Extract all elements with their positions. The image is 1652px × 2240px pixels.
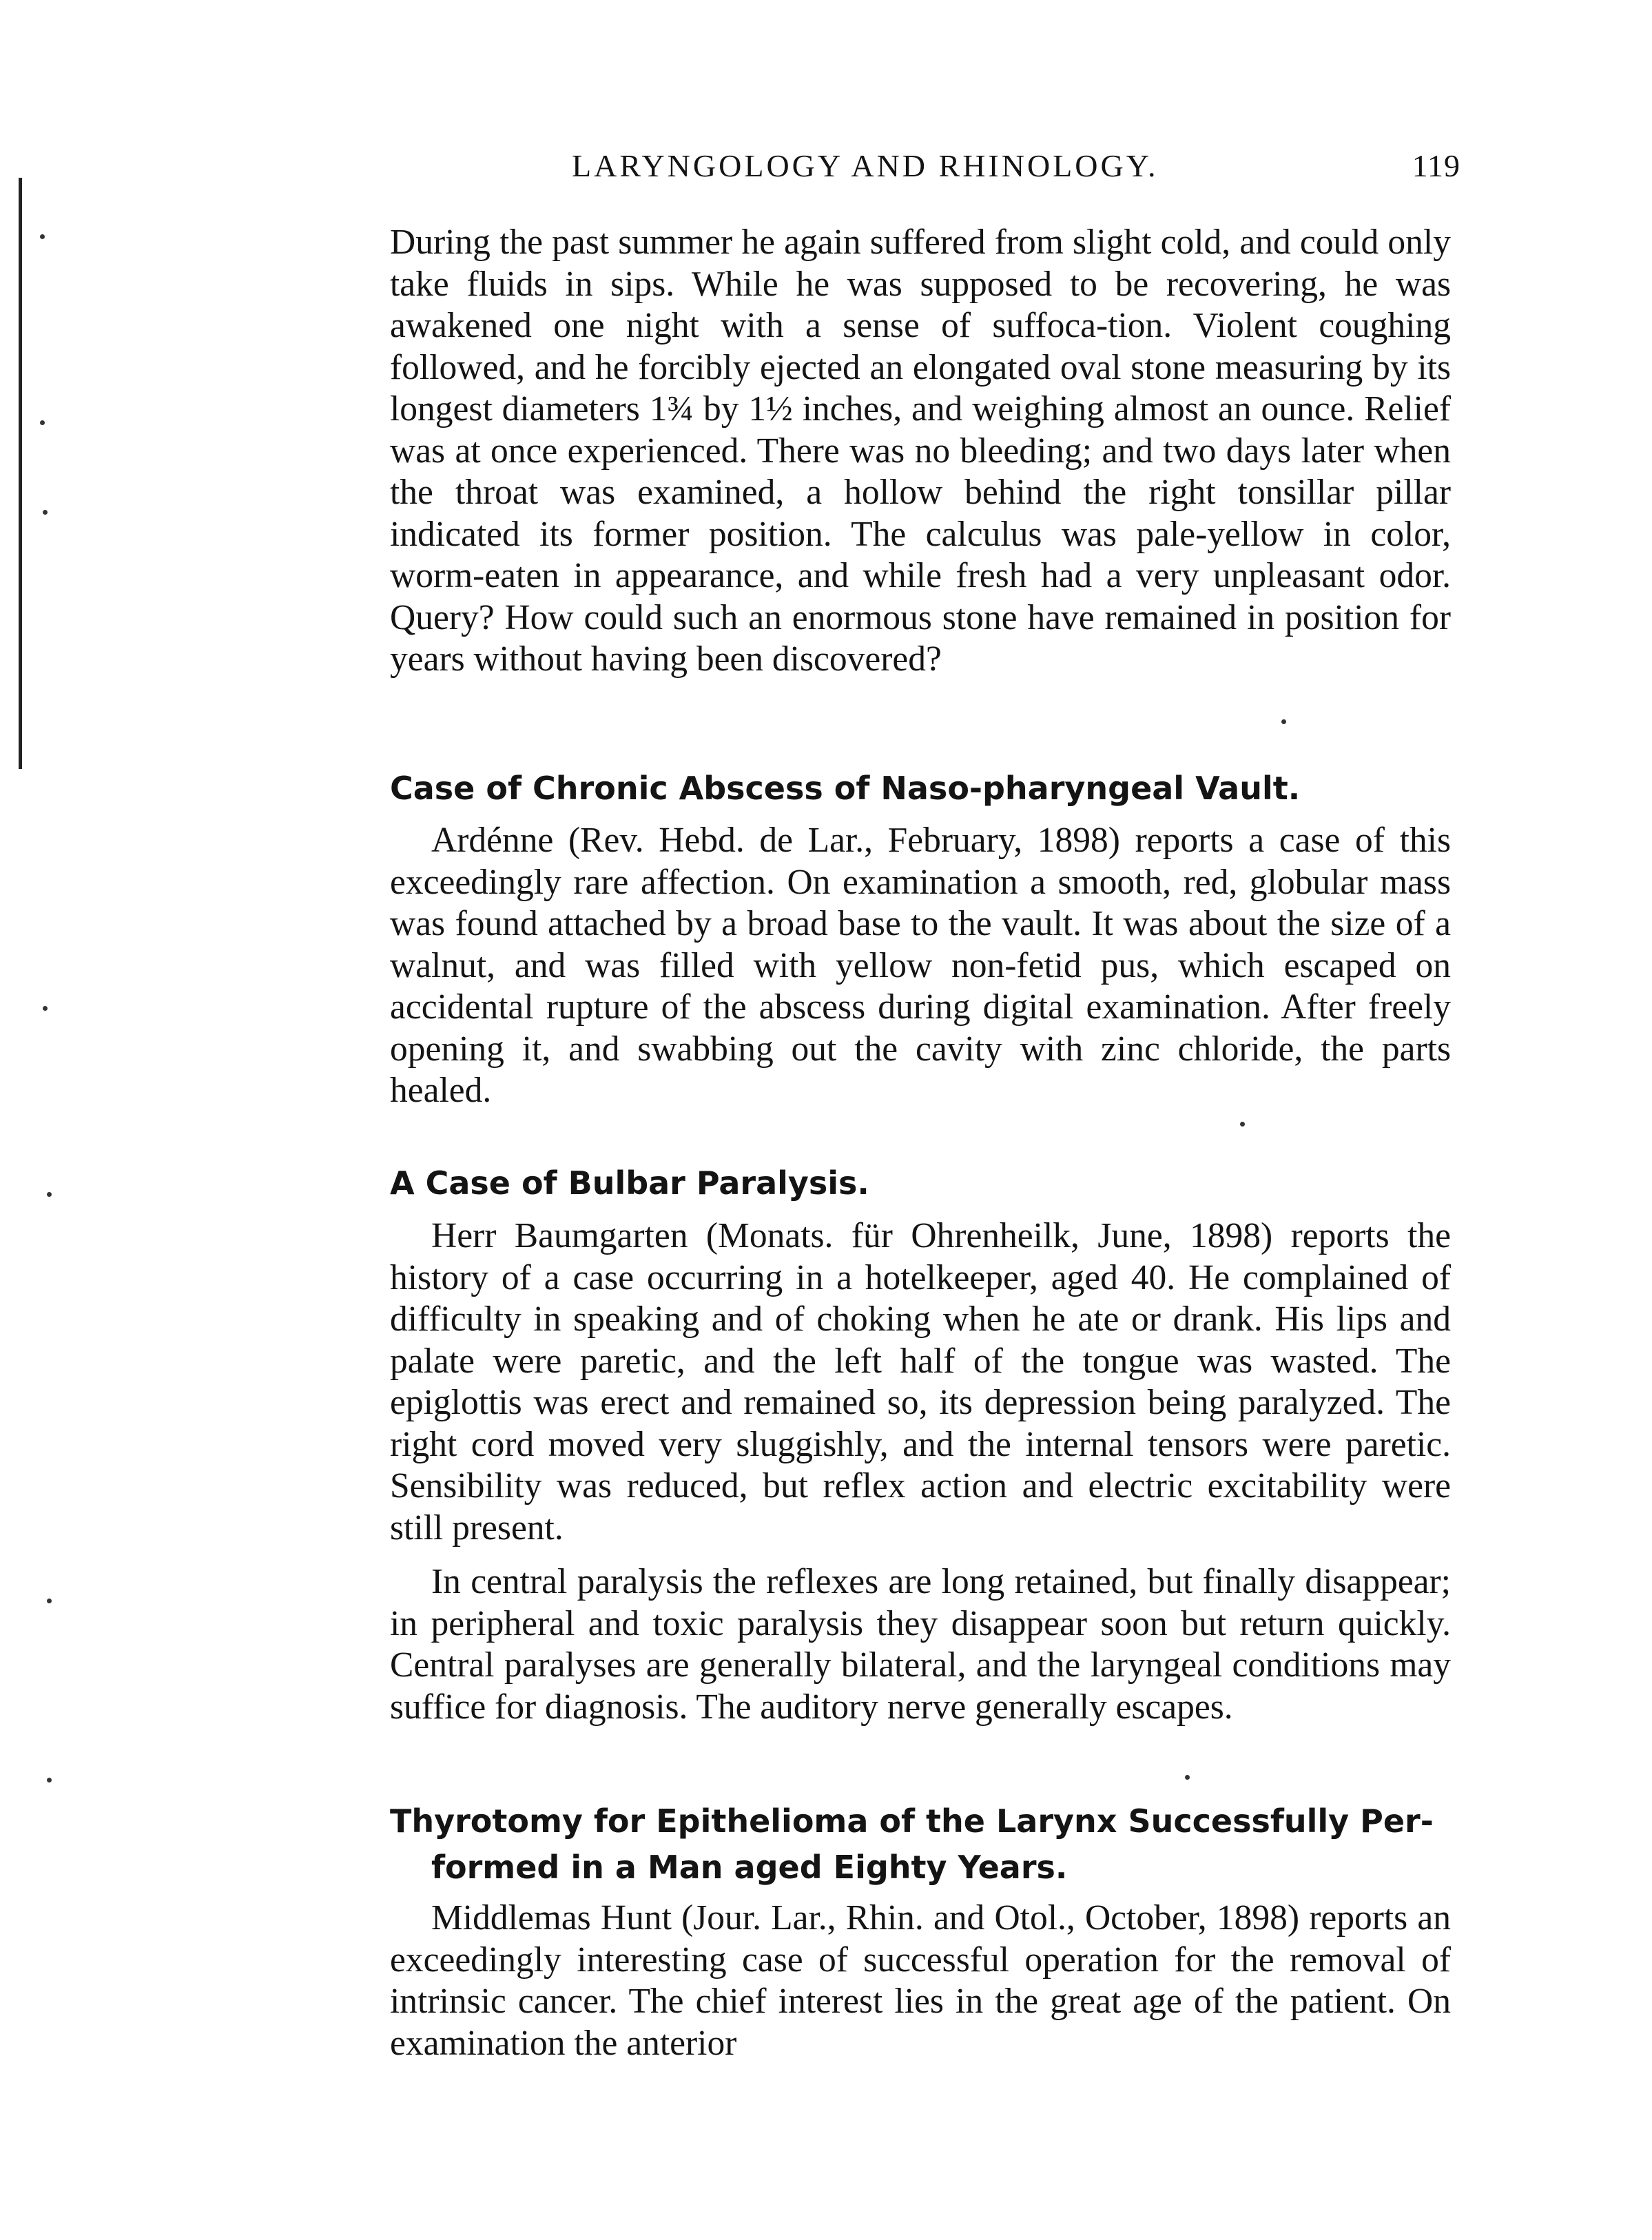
- section-heading: A Case of Bulbar Paralysis.: [390, 1164, 869, 1202]
- paragraph: Herr Baumgarten (Monats. für Ohrenheilk, June, 1898) reports the history of a case occurring in a hotelkeeper, aged 40. He complained of difficulty in speaking and of choking when he ate or drank. His lips and palate were paretic, and the left half of the tongue was wasted. The epiglottis was erect and remained so, its depression being paralyzed. The right cord moved very sluggishly, and the internal tensors were paretic. Sensibility was reduced, but reflex action and electric excitability were still present.: [390, 1216, 1451, 1548]
- scan-speck: [40, 420, 45, 425]
- paragraph: Ardénne (Rev. Hebd. de Lar., February, 1898) reports a case of this exceedingly rare affection. On examination a smooth, red, globular mass was found attached by a broad base to the vault. It was about the size of a walnut, and was filled with yellow non-fetid pus, which escaped on accidental rupture of the abscess during digital examination. After freely opening it, and swabbing out the cavity with zinc chloride, the parts healed.: [390, 821, 1451, 1110]
- scan-speck: [47, 1778, 52, 1782]
- scan-speck: [40, 234, 45, 239]
- page-binding-edge: [19, 178, 22, 769]
- heading-line-continued: formed in a Man aged Eighty Years.: [431, 1849, 1068, 1886]
- scan-speck: [1281, 719, 1286, 724]
- section-heading: Case of Chronic Abscess of Naso-pharyngeal Vault.: [390, 770, 1301, 807]
- running-header: [386, 147, 1474, 196]
- scan-speck: [43, 1006, 48, 1011]
- paragraph: Middlemas Hunt (Jour. Lar., Rhin. and Otol., October, 1898) reports an exceedingly interesting case of successful operation for the removal of intrinsic cancer. The chief interest lies in the great age of the patient. On examination the anterior: [390, 1898, 1451, 2063]
- scan-speck: [1240, 1122, 1245, 1127]
- scan-speck: [47, 1192, 52, 1197]
- page-number: 119: [1412, 148, 1460, 183]
- paragraph: During the past summer he again suffered from slight cold, and could only take fluids in sips. While he was supposed to be recovering, he was awakened one night with a sense of suffoca-tion. Violent coughing followed, and he forcibly ejected an elongated oval stone measuring by its longest diameters 1¾ by 1½ inches, and weighing almost an ounce. Relief was at once experienced. There was no bleeding; and two days later when the throat was examined, a hollow behind the right tonsillar pillar indicated its former position. The calculus was pale-yellow in color, worm-eaten in appearance, and while fresh had a very unpleasant odor. Query? How could such an enormous stone have remained in position for years without having been discovered?: [390, 223, 1451, 679]
- paragraph: In central paralysis the reflexes are long retained, but finally disappear; in peripheral and toxic paralysis they disappear soon but return quickly. Central paralyses are generally bilateral, and the laryngeal conditions may suffice for diagnosis. The auditory nerve generally escapes.: [390, 1562, 1451, 1727]
- heading-line: Thyrotomy for Epithelioma of the Larynx Successfully Per-: [390, 1802, 1434, 1840]
- running-title: LARYNGOLOGY AND RHINOLOGY.: [572, 148, 1159, 183]
- section-heading: [390, 1798, 1465, 1891]
- scan-speck: [1185, 1775, 1190, 1780]
- scan-speck: [43, 510, 48, 515]
- scan-speck: [47, 1599, 52, 1603]
